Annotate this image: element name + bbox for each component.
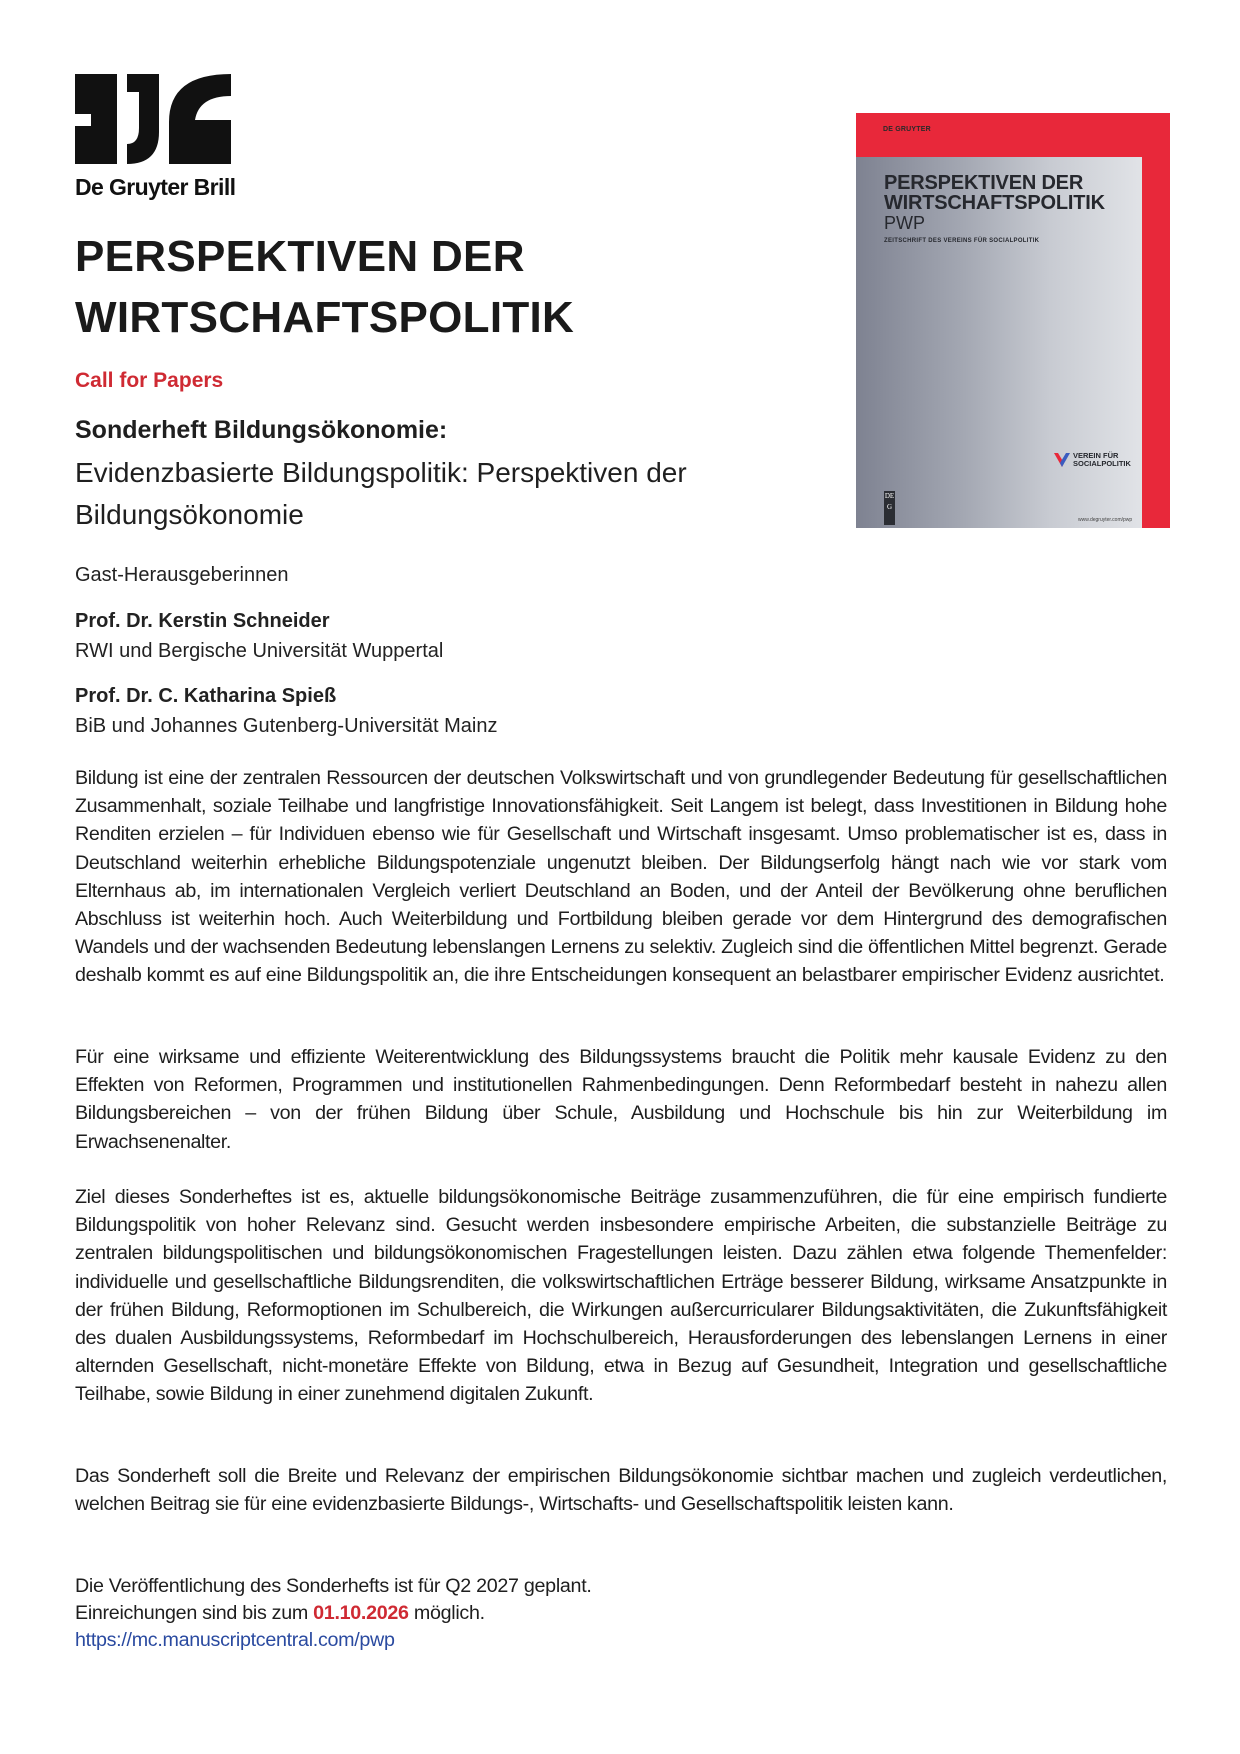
journal-cover <box>856 113 1170 528</box>
cover-title <box>884 173 1105 213</box>
special-issue-title: Sonderheft Bildungsökonomie: <box>75 416 448 444</box>
special-issue-subtitle: Evidenzbasierte Bildungspolitik: Perspektiven der Bildungsökonomie <box>75 457 687 530</box>
submission-deadline: 01.10.2026 <box>313 1602 409 1624</box>
editor-name: Prof. Dr. Kerstin Schneider <box>75 610 330 632</box>
cover-dg-mark: DE G <box>884 491 895 525</box>
verein-v-icon <box>1054 452 1070 468</box>
guest-editor <box>75 681 497 741</box>
verein-name <box>1073 452 1131 468</box>
logo-wordmark: De Gruyter Brill <box>75 174 236 200</box>
body-paragraph: Für eine wirksame und effiziente Weiterentwicklung des Bildungssystems braucht die Politik mehr kausale Evidenz zu den Effekten von Reformen, Programmen und institutionellen Rahmenbedingungen. Denn Reformbedarf besteht in nahezu allen Bildungsbereichen – von der frühen Bildung über Schule, Ausbildung und Hochschule bis hin zur Weiterbildung im Erwachsenenalter. <box>75 1046 1167 1153</box>
page-title-line1: PERSPEKTIVEN DER <box>75 232 525 281</box>
cover-title-line1: PERSPEKTIVEN DER <box>884 172 1084 194</box>
submission-info <box>75 1573 592 1654</box>
submission-link[interactable]: https://mc.manuscriptcentral.com/pwp <box>75 1629 395 1651</box>
editor-affiliation: RWI und Bergische Universität Wuppertal <box>75 640 444 662</box>
submission-prefix: Einreichungen sind bis zum <box>75 1602 308 1624</box>
call-for-papers-label: Call for Papers <box>75 369 224 392</box>
verein-name-line2: SOCIALPOLITIK <box>1073 459 1131 468</box>
guest-editors-label: Gast-Herausgeberinnen <box>75 564 289 586</box>
cover-url: www.degruyter.com/pwp <box>1078 517 1133 523</box>
body-paragraph: Das Sonderheft soll die Breite und Relevanz der empirischen Bildungsökonomie sichtbar machen und zugleich verdeutlichen, welchen Beitrag sie für eine evidenzbasierte Bildungs-, Wirtschafts- und Gesellschaftspolitik leisten kann. <box>75 1465 1167 1516</box>
page-title-line2: WIRTSCHAFTSPOLITIK <box>75 293 575 342</box>
cover-subtitle: ZEITSCHRIFT DES VEREINS FÜR SOCIALPOLITIK <box>884 238 1040 244</box>
cover-abbreviation: PWP <box>884 213 926 233</box>
de-gruyter-brill-logo-icon <box>75 74 231 170</box>
publisher-logo <box>75 74 235 201</box>
submission-suffix: möglich. <box>413 1602 485 1624</box>
editor-name: Prof. Dr. C. Katharina Spieß <box>75 685 337 707</box>
cover-publisher: DE GRUYTER <box>883 126 931 133</box>
editor-affiliation: BiB und Johannes Gutenberg-Universität Mainz <box>75 715 498 737</box>
body-paragraph: Bildung ist eine der zentralen Ressourcen der deutschen Volkswirtschaft und von grundlegender Bedeutung für gesellschaftlichen Zusammenhalt, soziale Teilhabe und langfristige Innovationsfähigkeit. Seit Langem ist belegt, dass Investitionen in Bildung hohe Renditen erzielen – für Individuen ebenso wie für Gesellschaft und Wirtschaft insgesamt. Umso problematischer ist es, dass in Deutschland weiterhin erhebliche Bildungspotenziale ungenutzt bleiben. Der Bildungserfolg hängt nach wie vor stark vom Elternhaus ab, im internationalen Vergleich verliert Deutschland an Boden, und der Anteil der Bevölkerung ohne beruflichen Abschluss ist weiterhin hoch. Auch Weiterbildung und Fortbildung bleiben gerade vor dem Hintergrund des demografischen Wandels und der wachsenden Bedeutung lebenslangen Lernens zu selektiv. Zugleich sind die öffentlichen Mittel begrenzt. Gerade deshalb kommt es auf eine Bildungspolitik an, die ihre Entscheidungen konsequent an belastbarer empirischer Evidenz ausrichtet. <box>75 767 1167 987</box>
page-title <box>75 226 574 348</box>
publication-note: Die Veröffentlichung des Sonderhefts ist für Q2 2027 geplant. <box>75 1575 592 1597</box>
cover-panel <box>856 157 1142 528</box>
body-paragraph: Ziel dieses Sonderheftes ist es, aktuelle bildungsökonomische Beiträge zusammenzuführen, die für eine empirisch fundierte Bildungspolitik von hoher Relevanz sind. Gesucht werden insbesondere empirische Arbeiten, die substanzielle Beiträge zu zentralen bildungspolitischen und bildungsökonomischen Fragestellungen leisten. Dazu zählen etwa folgende Themenfelder: individuelle und gesellschaftliche Bildungsrenditen, die volkswirtschaftlichen Erträge besserer Bildung, wirksame Ansatzpunkte in der frühen Bildung, Reformoptionen im Schulbereich, die Wirkungen außercurricularer Bildungsaktivitäten, die Zukunftsfähigkeit des dualen Ausbildungssystems, Reformbedarf im Hochschulbereich, Herausforderungen des lebenslangen Lernens in einer alternden Gesellschaft, nicht-monetäre Effekte von Bildung, etwa in Bezug auf Gesundheit, Integration und gesellschaftliche Teilhabe, sowie Bildung in einer zunehmend digitalen Zukunft. <box>75 1186 1167 1406</box>
cover-title-line2: WIRTSCHAFTSPOLITIK <box>884 192 1105 214</box>
verein-logo <box>1054 452 1131 468</box>
guest-editor <box>75 606 443 666</box>
submission-note <box>75 1600 592 1627</box>
verein-name-line1: VEREIN FÜR <box>1073 451 1119 460</box>
